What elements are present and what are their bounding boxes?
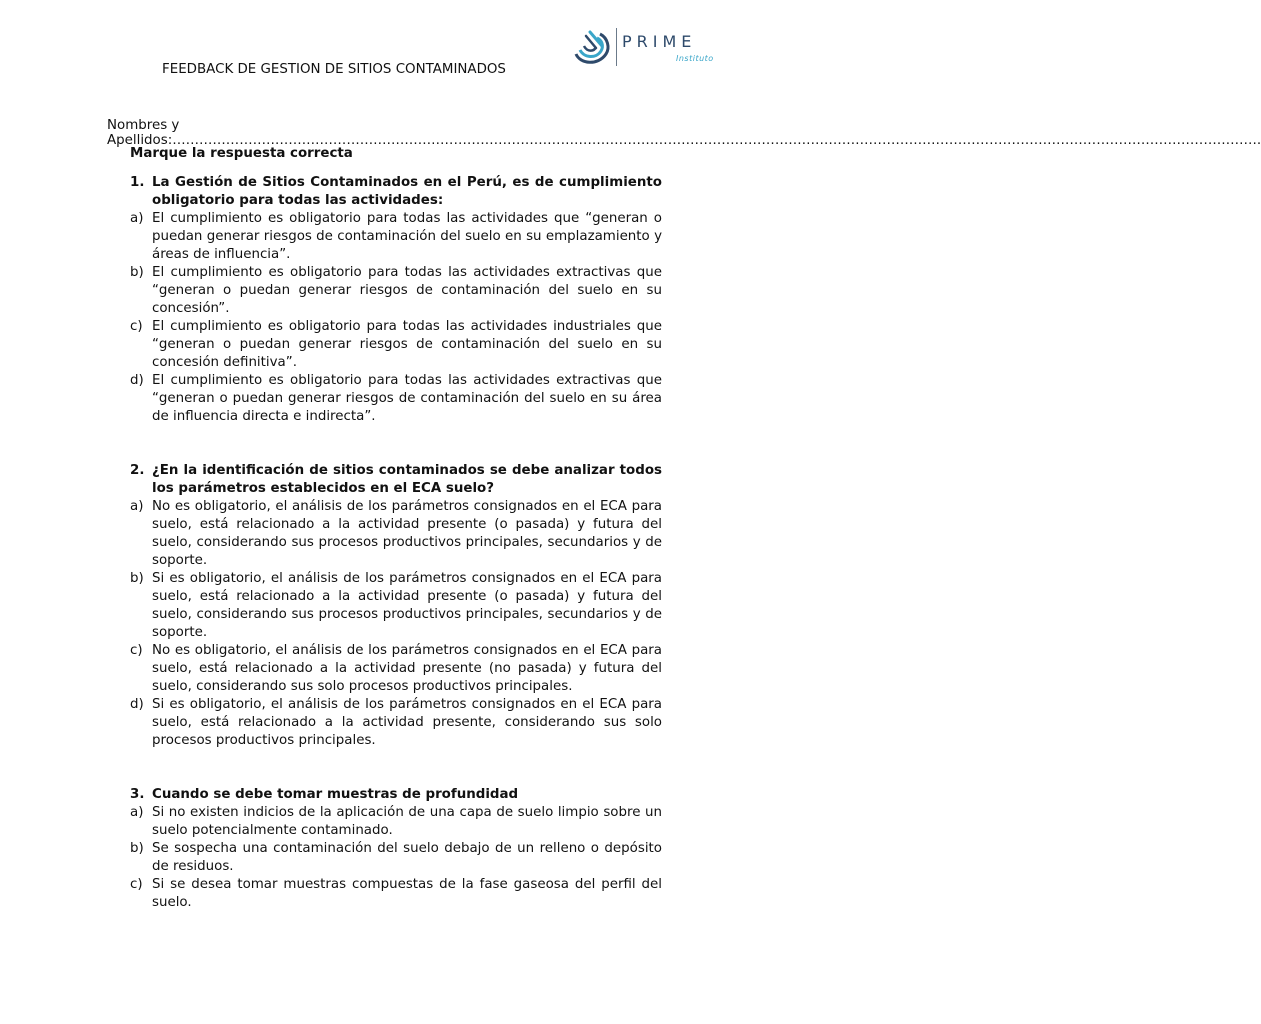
- question-text: La Gestión de Sitios Contaminados en el Perú, es de cumplimiento obligatorio para todas las actividades:: [152, 175, 662, 208]
- option-b: [107, 264, 662, 318]
- question-header: [107, 462, 662, 498]
- option-b: [107, 840, 662, 876]
- option-text: No es obligatorio, el análisis de los parámetros consignados en el ECA para suelo, está relacionado a la actividad presente (no pasada) y futura del suelo, considerando sus solo procesos productivos principales.: [152, 643, 662, 694]
- option-d: [107, 372, 662, 426]
- logo-subtitle: Instituto: [676, 54, 714, 63]
- question-number: 3.: [130, 787, 145, 802]
- question-3: [107, 786, 662, 912]
- name-field-line: Nombres y Apellidos:……………………………………………………………………………………………………………………………………………………………………………………………………………………….: [107, 118, 1261, 148]
- option-c: [107, 318, 662, 372]
- option-letter: c): [130, 877, 143, 892]
- question-number: 1.: [130, 175, 145, 190]
- question-text: Cuando se debe tomar muestras de profundidad: [152, 787, 519, 802]
- option-c: [107, 876, 662, 912]
- option-letter: d): [130, 373, 144, 388]
- option-letter: a): [130, 211, 144, 226]
- question-number: 2.: [130, 463, 145, 478]
- option-text: El cumplimiento es obligatorio para todas las actividades extractivas que “generan o puedan generar riesgos de contaminación del suelo en su área de influencia directa e indirecta”.: [152, 373, 662, 424]
- option-letter: b): [130, 571, 144, 586]
- option-text: El cumplimiento es obligatorio para todas las actividades que “generan o puedan generar riesgos de contaminación del suelo en su emplazamiento y áreas de influencia”.: [152, 211, 662, 262]
- option-text: No es obligatorio, el análisis de los parámetros consignados en el ECA para suelo, está relacionado a la actividad presente (o pasada) y futura del suelo, considerando sus procesos productivos principales, secundarios y de soporte.: [152, 499, 662, 568]
- option-letter: a): [130, 805, 144, 820]
- instruction-text: Marque la respuesta correcta: [130, 146, 353, 161]
- question-header: [107, 174, 662, 210]
- option-letter: a): [130, 499, 144, 514]
- document-title: [0, 62, 668, 77]
- option-a: [107, 804, 662, 840]
- question-1: [107, 174, 662, 426]
- option-text: Si no existen indicios de la aplicación de una capa de suelo limpio sobre un suelo potencialmente contaminado.: [152, 805, 662, 838]
- option-letter: b): [130, 265, 144, 280]
- option-c: [107, 642, 662, 696]
- option-text: Se sospecha una contaminación del suelo debajo de un relleno o depósito de residuos.: [152, 841, 662, 874]
- question-header: [107, 786, 662, 804]
- option-a: [107, 498, 662, 570]
- question-text: ¿En la identificación de sitios contaminados se debe analizar todos los parámetros establecidos en el ECA suelo?: [152, 463, 662, 496]
- option-letter: d): [130, 697, 144, 712]
- option-a: [107, 210, 662, 264]
- option-letter: c): [130, 643, 143, 658]
- logo-brand: PRIME: [622, 32, 697, 51]
- question-2: [107, 462, 662, 750]
- logo-divider: [616, 28, 617, 66]
- option-b: [107, 570, 662, 642]
- option-letter: b): [130, 841, 144, 856]
- option-text: Si es obligatorio, el análisis de los parámetros consignados en el ECA para suelo, está relacionado a la actividad presente, considerando sus solo procesos productivos principales.: [152, 697, 662, 748]
- option-letter: c): [130, 319, 143, 334]
- option-d: [107, 696, 662, 750]
- option-text: El cumplimiento es obligatorio para todas las actividades industriales que “generan o puedan generar riesgos de contaminación del suelo en su concesión definitiva”.: [152, 319, 662, 370]
- option-text: Si es obligatorio, el análisis de los parámetros consignados en el ECA para suelo, está relacionado a la actividad presente (o pasada) y futura del suelo, considerando sus procesos productivos principales, secundarios y de soporte.: [152, 571, 662, 640]
- document-title-text: FEEDBACK DE GESTION DE SITIOS CONTAMINADOS: [162, 62, 506, 77]
- option-text: Si se desea tomar muestras compuestas de la fase gaseosa del perfil del suelo.: [152, 877, 662, 910]
- option-text: El cumplimiento es obligatorio para todas las actividades extractivas que “generan o puedan generar riesgos de contaminación del suelo en su concesión”.: [152, 265, 662, 316]
